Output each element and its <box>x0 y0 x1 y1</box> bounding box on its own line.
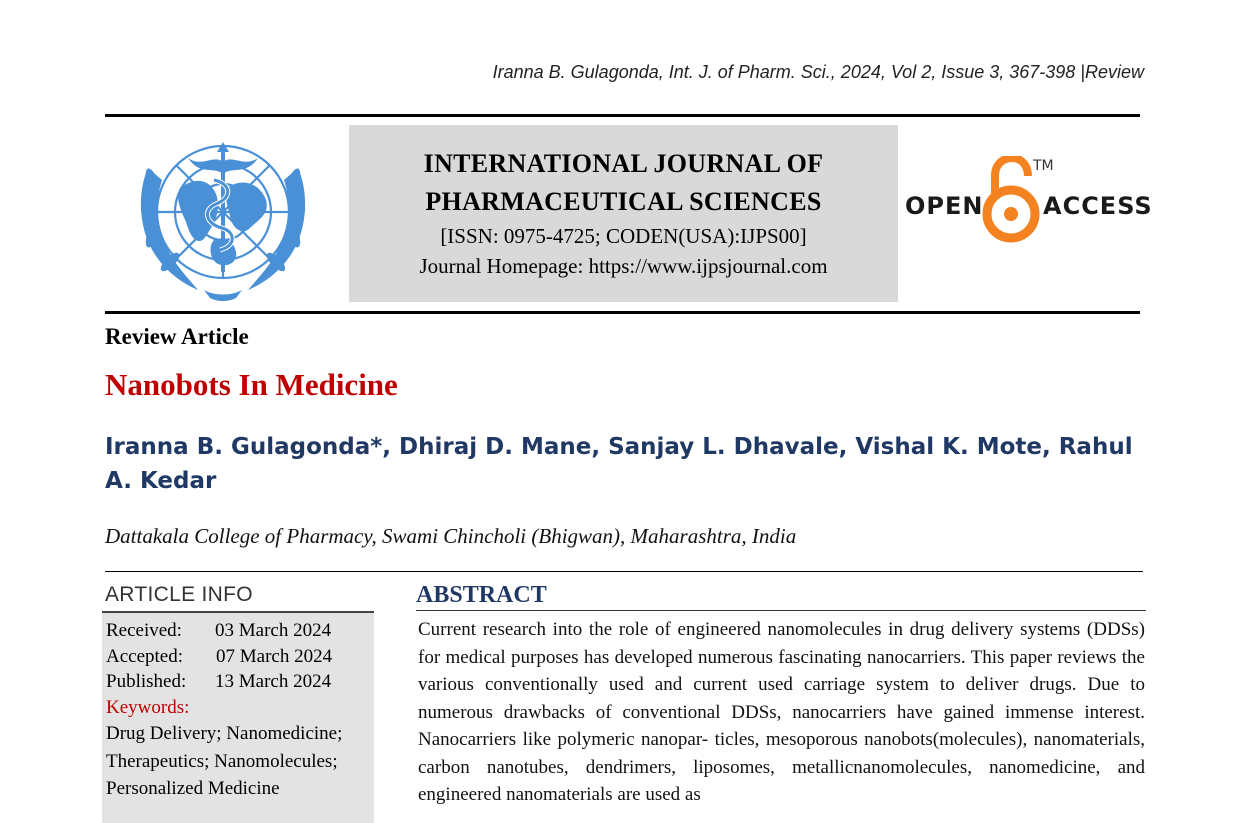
abstract-text: Current research into the role of engineered nanomolecules in drug delivery systems (DDSs) for medical purposes has developed numerous fascinating nanocarriers. This paper reviews the various conventionally used and current used carriage system to deliver drugs. Due to numerous drawbacks of conventional DDSs, nanocarriers have gained immense interest. Nanocarriers like polymeric nanopar- ticles, mesoporous nanobots(molecules), nanomaterials, carbon nanotubes, dendrimers, liposomes, metallicnanomolecules, nanomedicine, and engineered nanomaterials are used as <box>418 619 1145 805</box>
journal-emblem-logo <box>118 128 328 306</box>
accepted-date: 07 March 2024 <box>216 645 333 667</box>
section-divider <box>105 571 1143 572</box>
journal-title-box <box>349 125 898 302</box>
abstract-heading: ABSTRACT <box>416 582 547 608</box>
accepted-row <box>102 643 374 669</box>
journal-homepage-link[interactable]: Journal Homepage: https://www.ijpsjournal.com <box>419 254 828 278</box>
running-header-citation: Iranna B. Gulagonda, Int. J. of Pharm. Sci., 2024, Vol 2, Issue 3, 367-398 |Review <box>492 62 1144 82</box>
journal-name-line2: PHARMACEUTICAL SCIENCES <box>425 187 822 216</box>
abstract-rule <box>416 610 1146 611</box>
keywords-label: Keywords: <box>106 696 190 718</box>
journal-name-line1: INTERNATIONAL JOURNAL OF <box>423 149 824 178</box>
accepted-label: Accepted: <box>106 645 184 667</box>
keywords-label-row <box>102 694 374 720</box>
received-date: 03 March 2024 <box>215 620 332 641</box>
published-row <box>102 668 374 694</box>
header-top-rule <box>105 114 1140 117</box>
trademark-symbol: TM <box>1033 158 1054 174</box>
open-access-lock-icon <box>981 156 1041 248</box>
keywords-list: Drug Delivery; Nanomedicine; Therapeutics; Nanomolecules; Personalized Medicine <box>106 723 343 799</box>
open-access-word-access: ACCESS <box>1043 192 1153 220</box>
journal-name <box>349 145 898 221</box>
published-label: Published: <box>106 671 187 692</box>
article-title: Nanobots In Medicine <box>105 367 398 402</box>
open-access-logo <box>903 152 1153 252</box>
article-type: Review Article <box>105 324 249 349</box>
article-authors: Iranna B. Gulagonda*, Dhiraj D. Mane, Sanjay L. Dhavale, Vishal K. Mote, Rahul A. Kedar <box>105 434 1133 494</box>
journal-issn: [ISSN: 0975-4725; CODEN(USA):IJPS00] <box>440 224 807 248</box>
received-row <box>102 617 374 643</box>
author-affiliation: Dattakala College of Pharmacy, Swami Chincholi (Bhigwan), Maharashtra, India <box>105 524 797 548</box>
published-date: 13 March 2024 <box>215 671 332 692</box>
article-info-heading: ARTICLE INFO <box>105 583 253 606</box>
received-label: Received: <box>106 620 182 641</box>
open-access-word-open: OPEN <box>905 192 984 220</box>
article-info-panel <box>102 613 374 823</box>
header-bottom-rule <box>105 311 1140 314</box>
